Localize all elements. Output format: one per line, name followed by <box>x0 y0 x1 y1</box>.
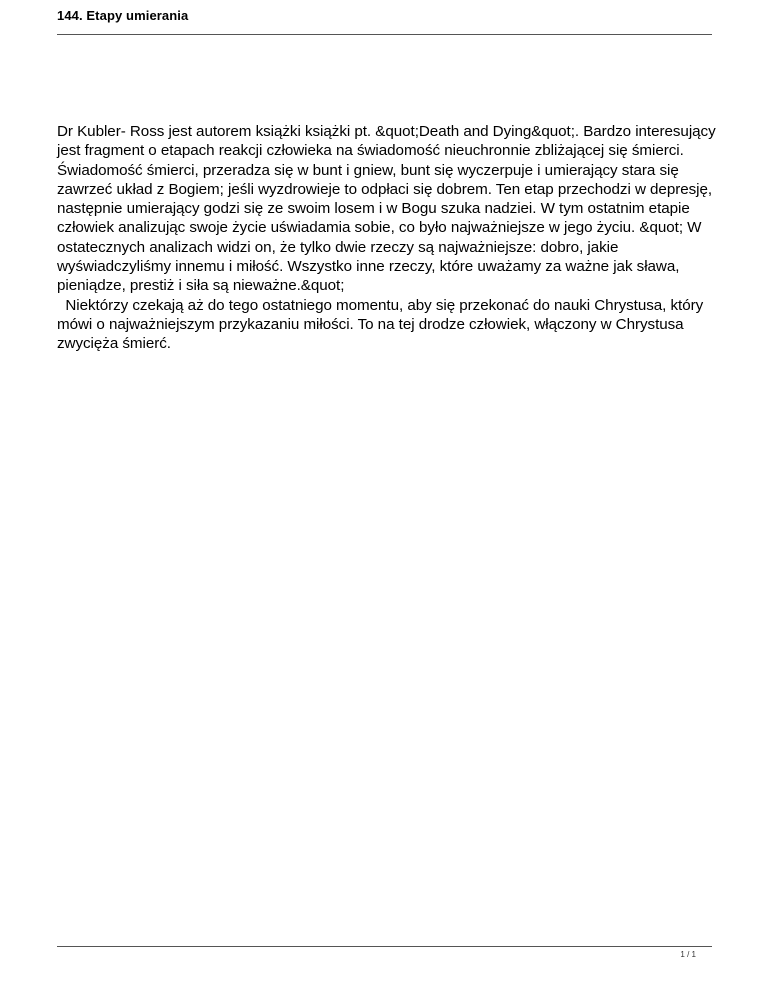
footer-divider <box>57 946 712 947</box>
paragraph-1: Dr Kubler- Ross jest autorem książki książki pt. &quot;Death and Dying&quot;. Bardzo interesujący jest fragment o etapach reakcji człowieka na świadomość nieuchronnie zbliżającej się śmierci. Świadomość śmierci, przeradza się w bunt i gniew, bunt się wyczerpuje i umierający stara się zawrzeć układ z Bogiem; jeśli wyzdrowieje to odpłaci się dobrem. Ten etap przechodzi w depresję, następnie umierający godzi się ze swoim losem i w Bogu szuka nadziei. W tym ostatnim etapie człowiek analizując swoje życie uświadamia sobie, co było najważniejsze w jego życiu. &quot; W ostatecznych analizach widzi on, że tylko dwie rzeczy są najważniejsze: dobro, jakie wyświadczyliśmy innemu i miłość. Wszystko inne rzeczy, które uważamy za ważne jak sława, pieniądze, prestiż i siła są nieważne.&quot; <box>57 123 716 295</box>
page-number: 1 / 1 <box>680 950 696 959</box>
header-divider <box>57 34 712 35</box>
paragraph-2: Niektórzy czekają aż do tego ostatniego momentu, aby się przekonać do nauki Chrystusa, który mówi o najważniejszym przykazaniu miłości. To na tej drodze człowiek, włączony w Chrystusa zwycięża śmierć. <box>57 296 708 353</box>
page-title: 144. Etapy umierania <box>57 8 189 23</box>
article-body <box>57 122 717 354</box>
